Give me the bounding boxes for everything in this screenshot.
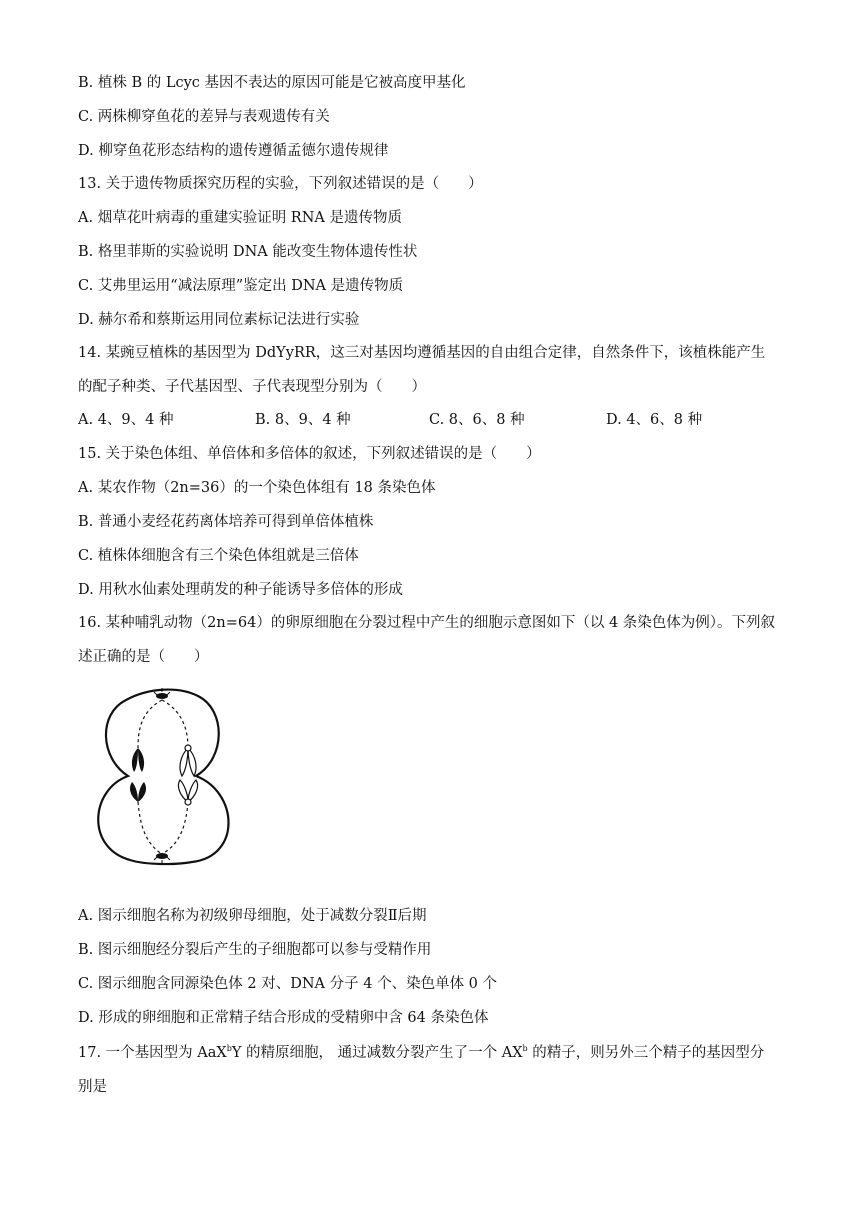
q16-option-b: B. 图示细胞经分裂后产生的子细胞都可以参与受精作用 bbox=[78, 942, 432, 958]
chromosome-black-lower bbox=[130, 782, 146, 802]
q15-option-b: B. 普通小麦经花药离体培养可得到单倍体植株 bbox=[78, 514, 374, 530]
q17-stem-line1 bbox=[78, 1043, 764, 1063]
q16-option-a: A. 图示细胞名称为初级卵母细胞，处于减数分裂Ⅱ后期 bbox=[78, 908, 427, 924]
q16-stem-line1: 16. 某种哺乳动物（2n=64）的卵原细胞在分裂过程中产生的细胞示意图如下（以 4 条染色体为例）。下列叙 bbox=[78, 615, 776, 631]
q13-option-b: B. 格里菲斯的实验说明 DNA 能改变生物体遗传性状 bbox=[78, 244, 418, 260]
q12-option-b: B. 植株 B 的 Lcyc 基因不表达的原因可能是它被高度甲基化 bbox=[78, 75, 466, 91]
q14-option-c: C. 8、6、8 种 bbox=[429, 412, 525, 428]
q17-text-part3: 的精子，则另外三个精子的基因型分 bbox=[527, 1045, 765, 1061]
q15-option-d: D. 用秋水仙素处理萌发的种子能诱导多倍体的形成 bbox=[78, 582, 403, 598]
centrosome-bottom bbox=[154, 853, 170, 864]
q17-superscript-1: b bbox=[226, 1044, 232, 1054]
q17-superscript-2: b bbox=[522, 1044, 528, 1054]
q13-option-c: C. 艾弗里运用“减法原理”鉴定出 DNA 是遗传物质 bbox=[78, 278, 404, 294]
q12-option-d: D. 柳穿鱼花形态结构的遗传遵循孟德尔遗传规律 bbox=[78, 143, 389, 159]
q17-text-part1: 17. 一个基因型为 AaX bbox=[78, 1045, 227, 1061]
q14-option-a: A. 4、9、4 种 bbox=[78, 412, 174, 428]
q17-text-part2: Y 的精原细胞， 通过减数分裂产生了一个 AX bbox=[231, 1045, 523, 1061]
q14-option-d: D. 4、6、8 种 bbox=[606, 412, 703, 428]
q16-option-c: C. 图示细胞含同源染色体 2 对、DNA 分子 4 个、染色单体 0 个 bbox=[78, 976, 498, 992]
chromosome-white-upper bbox=[180, 745, 196, 776]
cell-division-diagram bbox=[90, 684, 240, 866]
spindle-top bbox=[138, 700, 188, 748]
q15-stem: 15. 关于染色体组、单倍体和多倍体的叙述，下列叙述错误的是（ ） bbox=[78, 446, 541, 462]
cell-membrane bbox=[98, 690, 228, 864]
chromosome-white-lower bbox=[178, 780, 197, 805]
q17-stem-line2: 别是 bbox=[78, 1079, 107, 1095]
q13-stem: 13. 关于遗传物质探究历程的实验，下列叙述错误的是（ ） bbox=[78, 176, 483, 192]
chromosome-black-upper bbox=[132, 748, 144, 772]
q16-option-d: D. 形成的卵细胞和正常精子结合形成的受精卵中含 64 条染色体 bbox=[78, 1010, 489, 1026]
spindle-bottom bbox=[138, 802, 188, 854]
q13-option-a: A. 烟草花叶病毒的重建实验证明 RNA 是遗传物质 bbox=[78, 210, 402, 226]
q15-option-a: A. 某农作物（2n=36）的一个染色体组有 18 条染色体 bbox=[78, 480, 436, 496]
q12-option-c: C. 两株柳穿鱼花的差异与表观遗传有关 bbox=[78, 109, 330, 125]
q16-stem-line2: 述正确的是（ ） bbox=[78, 649, 209, 665]
q14-stem-line2: 的配子种类、子代基因型、子代表现型分别为（ ） bbox=[78, 379, 426, 395]
q13-option-d: D. 赫尔希和蔡斯运用同位素标记法进行实验 bbox=[78, 312, 360, 328]
q14-option-b: B. 8、9、4 种 bbox=[255, 412, 351, 428]
q14-stem-line1: 14. 某豌豆植株的基因型为 DdYyRR，这三对基因均遵循基因的自由组合定律，自然条件下，该植株能产生 bbox=[78, 345, 766, 361]
q15-option-c: C. 植株体细胞含有三个染色体组就是三倍体 bbox=[78, 548, 359, 564]
